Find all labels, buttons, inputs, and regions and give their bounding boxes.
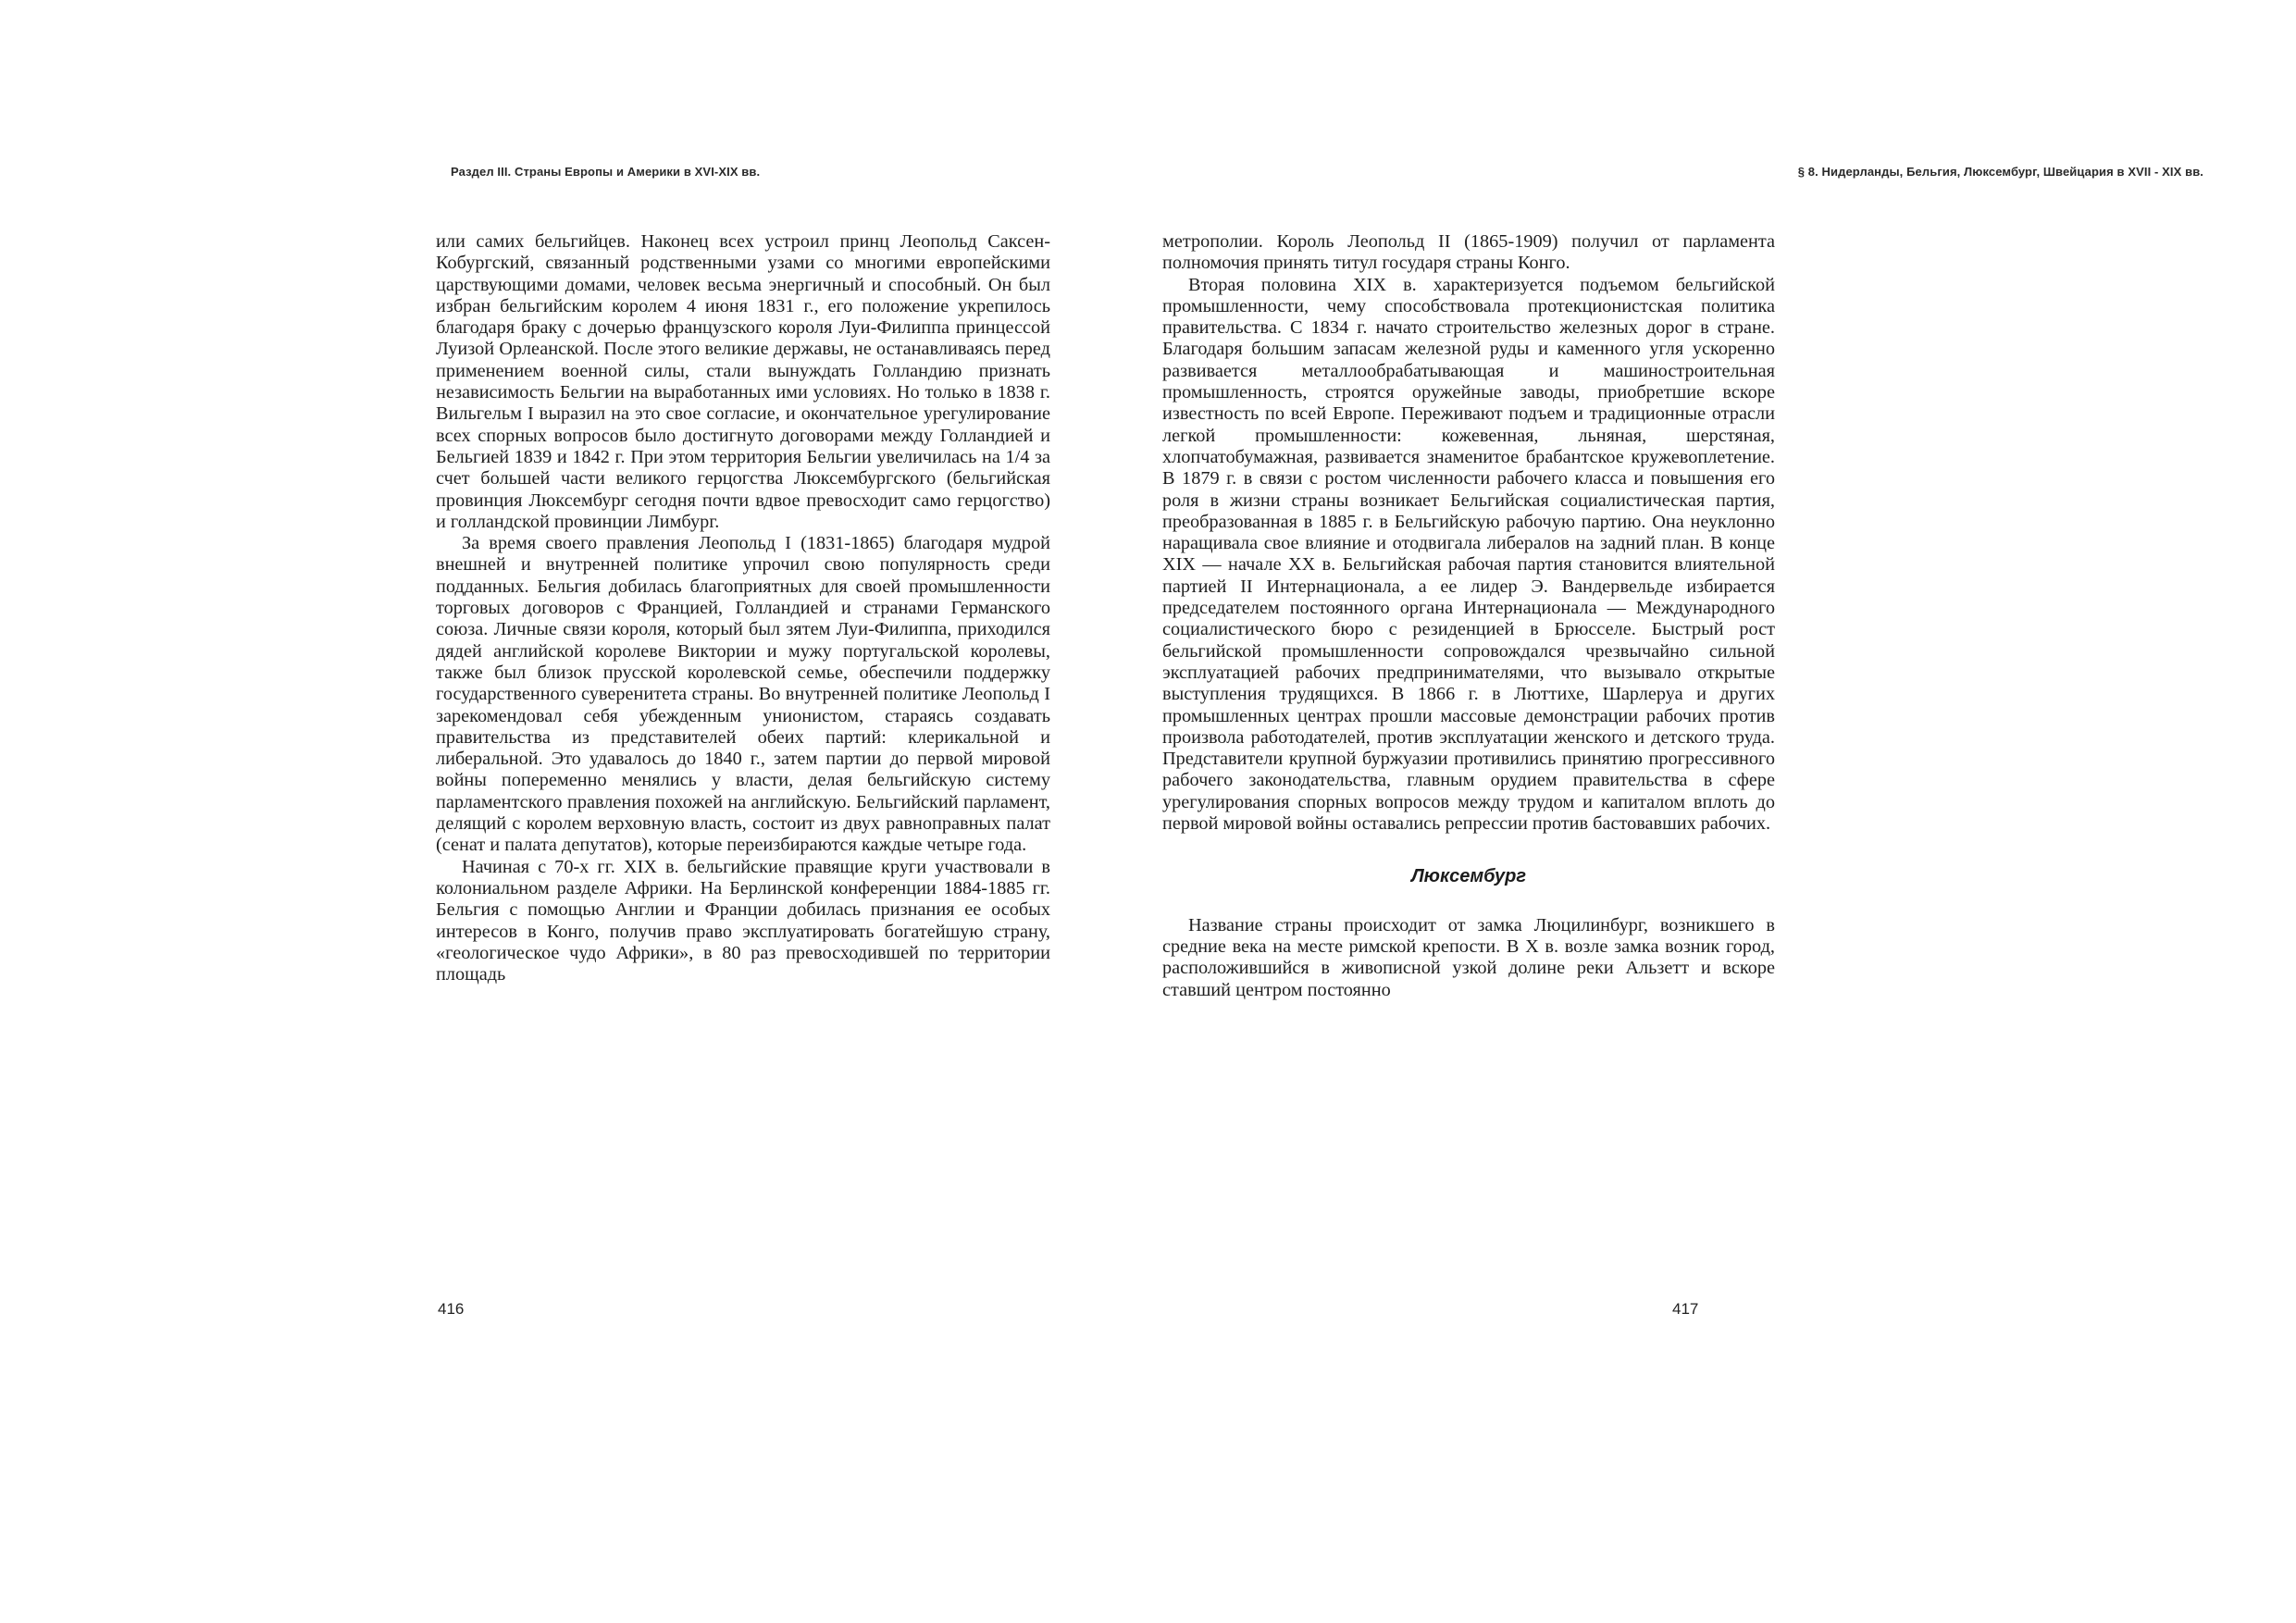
page-number-right: 417: [1672, 1300, 1699, 1318]
paragraph: метрополии. Король Леопольд II (1865-1909) получил от парламента полномочия принять титул государя страны Конго.: [1162, 231, 1775, 274]
section-heading: Люксембург: [1410, 866, 1527, 887]
text-column-right: [1162, 231, 1775, 1001]
running-head-left: Раздел III. Страны Европы и Америки в XVI-XIX вв.: [451, 165, 761, 179]
paragraph: Вторая половина XIX в. характеризуется подъемом бельгийской промышленности, чему способствовала протекционистская политика правительства. С 1834 г. начато строительство железных дорог в стране. Благодаря большим запасам железной руды и каменного угля ускоренно развивается металлообрабатывающая и машиностроительная промышленность, строятся оружейные заводы, приобретшие вскоре известность по всей Европе. Переживают подъем и традиционные отрасли легкой промышленности: кожевенная, льняная, шерстяная, хлопчатобумажная, развивается знаменитое брабантское кружевоплетение. В 1879 г. в связи с ростом численности рабочего класса и повышения его роля в жизни страны возникает Бельгийская социалистическая партия, преобразованная в 1885 г. в Бельгийскую рабочую партию. Она неуклонно наращивала свое влияние и отодвигала либералов на задний план. В конце XIX — начале XX в. Бельгийская рабочая партия становится влиятельной партией II Интернационала, а ее лидер Э. Вандервельде избирается председателем постоянного органа Интернационала — Международного социалистического бюро с резиденцией в Брюсселе. Быстрый рост бельгийской промышленности сопровождался чрезвычайно сильной эксплуатацией рабочих предпринимателями, что вызывало открытые выступления трудящихся. В 1866 г. в Люттихе, Шарлеруа и других промышленных центрах прошли массовые демонстрации рабочих против произвола работодателей, против эксплуатации женского и детского труда. Представители крупной буржуазии противились принятию прогрессивного рабочего законодательства, главным орудием правительства в сфере урегулирования спорных вопросов между трудом и капиталом вплоть до первой мировой войны оставались репрессии против бастовавших рабочих.: [1162, 274, 1775, 835]
paragraph: Начиная с 70-х гг. XIX в. бельгийские правящие круги участвовали в колониальном разделе Африки. На Берлинской конференции 1884-1885 гг. Бельгия с помощью Англии и Франции добилась признания ее особых интересов в Конго, получив право эксплуатировать богатейшую страну, «геологическое чудо Африки», в 80 раз превосходившей по территории площадь: [436, 856, 1050, 985]
paragraph: Название страны происходит от замка Люцилинбург, возникшего в средние века на месте римской крепости. В X в. возле замка возник город, расположившийся в живописной узкой долине реки Альзетт и вскоре ставший центром постоянно: [1162, 914, 1775, 1000]
right-page: [1148, 0, 2296, 1623]
page-number-left: 416: [438, 1300, 465, 1318]
running-head-right: § 8. Нидерланды, Бельгия, Люксембург, Швейцария в XVII - XIX вв.: [1797, 165, 2203, 179]
paragraph: или самих бельгийцев. Наконец всех устроил принц Леопольд Саксен-Кобургский, связанный родственными узами со многими европейскими царствующими домами, человек весьма энергичный и способный. Он был избран бельгийским королем 4 июня 1831 г., его положение укрепилось благодаря браку с дочерью французского короля Луи-Филиппа принцессой Луизой Орлеанской. После этого великие державы, не останавливаясь перед применением военной силы, стали вынуждать Голландию признать независимость Бельгии на выработанных ими условиях. Но только в 1838 г. Вильгельм I выразил на это свое согласие, и окончательное урегулирование всех спорных вопросов было достигнуто договорами между Голландией и Бельгией 1839 и 1842 г. При этом территория Бельгии увеличилась на 1/4 за счет большей части великого герцогства Люксембургского (бельгийская провинция Люксембург сегодня почти вдвое превосходит само герцогство) и голландской провинции Лимбург.: [436, 231, 1050, 532]
text-column-left: [436, 231, 1050, 985]
paragraph: За время своего правления Леопольд I (1831-1865) благодаря мудрой внешней и внутренней политике упрочил свою популярность среди подданных. Бельгия добилась благоприятных для своей промышленности торговых договоров с Францией, Голландией и странами Германского союза. Личные связи короля, который был зятем Луи-Филиппа, приходился дядей английской королеве Виктории и мужу португальской королевы, также был близок прусской королевской семье, обеспечили поддержку государственного суверенитета страны. Во внутренней политике Леопольд I зарекомендовал себя убежденным унионистом, стараясь создавать правительства из представителей обеих партий: клерикальной и либеральной. Это удавалось до 1840 г., затем партии до первой мировой войны попеременно менялись у власти, делая бельгийскую систему парламентского правления похожей на английскую. Бельгийский парламент, делящий с королем верховную власть, состоит из двух равноправных палат (сенат и палата депутатов), которые переизбираются каждые четыре года.: [436, 533, 1050, 856]
